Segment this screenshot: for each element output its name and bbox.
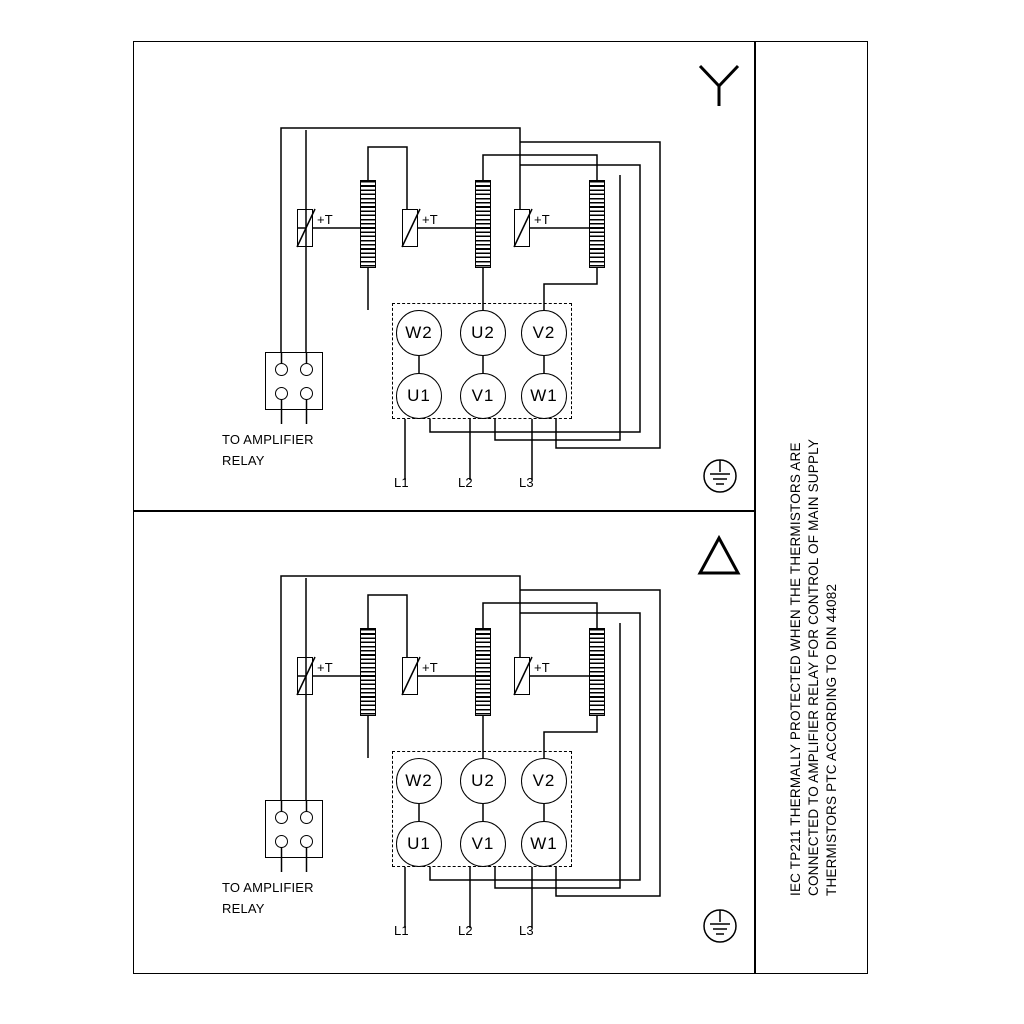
terminal-v1-star: V1 bbox=[460, 373, 506, 419]
note-line-1: IEC TP211 THERMALLY PROTECTED WHEN THE THERMISTORS ARE bbox=[788, 442, 803, 896]
supply-label-l1-delta: L1 bbox=[394, 923, 409, 938]
amplifier-label-line1-star: TO AMPLIFIER bbox=[222, 432, 314, 447]
terminal-w1-star: W1 bbox=[521, 373, 567, 419]
terminal-v1-delta: V1 bbox=[460, 821, 506, 867]
terminal-w2-delta: W2 bbox=[396, 758, 442, 804]
amplifier-label-line1-delta: TO AMPLIFIER bbox=[222, 880, 314, 895]
supply-label-l1-star: L1 bbox=[394, 475, 409, 490]
thermistor-2-label-delta: +T bbox=[422, 660, 438, 675]
thermistor-1-label-delta: +T bbox=[317, 660, 333, 675]
note-line-3: THERMISTORS PTC ACCORDING TO DIN 44082 bbox=[824, 583, 839, 896]
terminal-u2-delta: U2 bbox=[460, 758, 506, 804]
amplifier-label-line2-star: RELAY bbox=[222, 453, 265, 468]
terminal-u1-delta: U1 bbox=[396, 821, 442, 867]
terminal-w2-star: W2 bbox=[396, 310, 442, 356]
terminal-u2-star: U2 bbox=[460, 310, 506, 356]
terminal-v2-delta: V2 bbox=[521, 758, 567, 804]
note-line-2: CONNECTED TO AMPLIFIER RELAY FOR CONTROL OF MAIN SUPPLY bbox=[806, 438, 821, 896]
supply-label-l2-star: L2 bbox=[458, 475, 473, 490]
terminal-v2-star: V2 bbox=[521, 310, 567, 356]
terminal-w1-delta: W1 bbox=[521, 821, 567, 867]
supply-label-l3-delta: L3 bbox=[519, 923, 534, 938]
thermistor-2-label-star: +T bbox=[422, 212, 438, 227]
thermistor-3-label-star: +T bbox=[534, 212, 550, 227]
supply-label-l2-delta: L2 bbox=[458, 923, 473, 938]
amplifier-label-line2-delta: RELAY bbox=[222, 901, 265, 916]
thermistor-3-label-delta: +T bbox=[534, 660, 550, 675]
terminal-u1-star: U1 bbox=[396, 373, 442, 419]
supply-label-l3-star: L3 bbox=[519, 475, 534, 490]
thermistor-1-label-star: +T bbox=[317, 212, 333, 227]
